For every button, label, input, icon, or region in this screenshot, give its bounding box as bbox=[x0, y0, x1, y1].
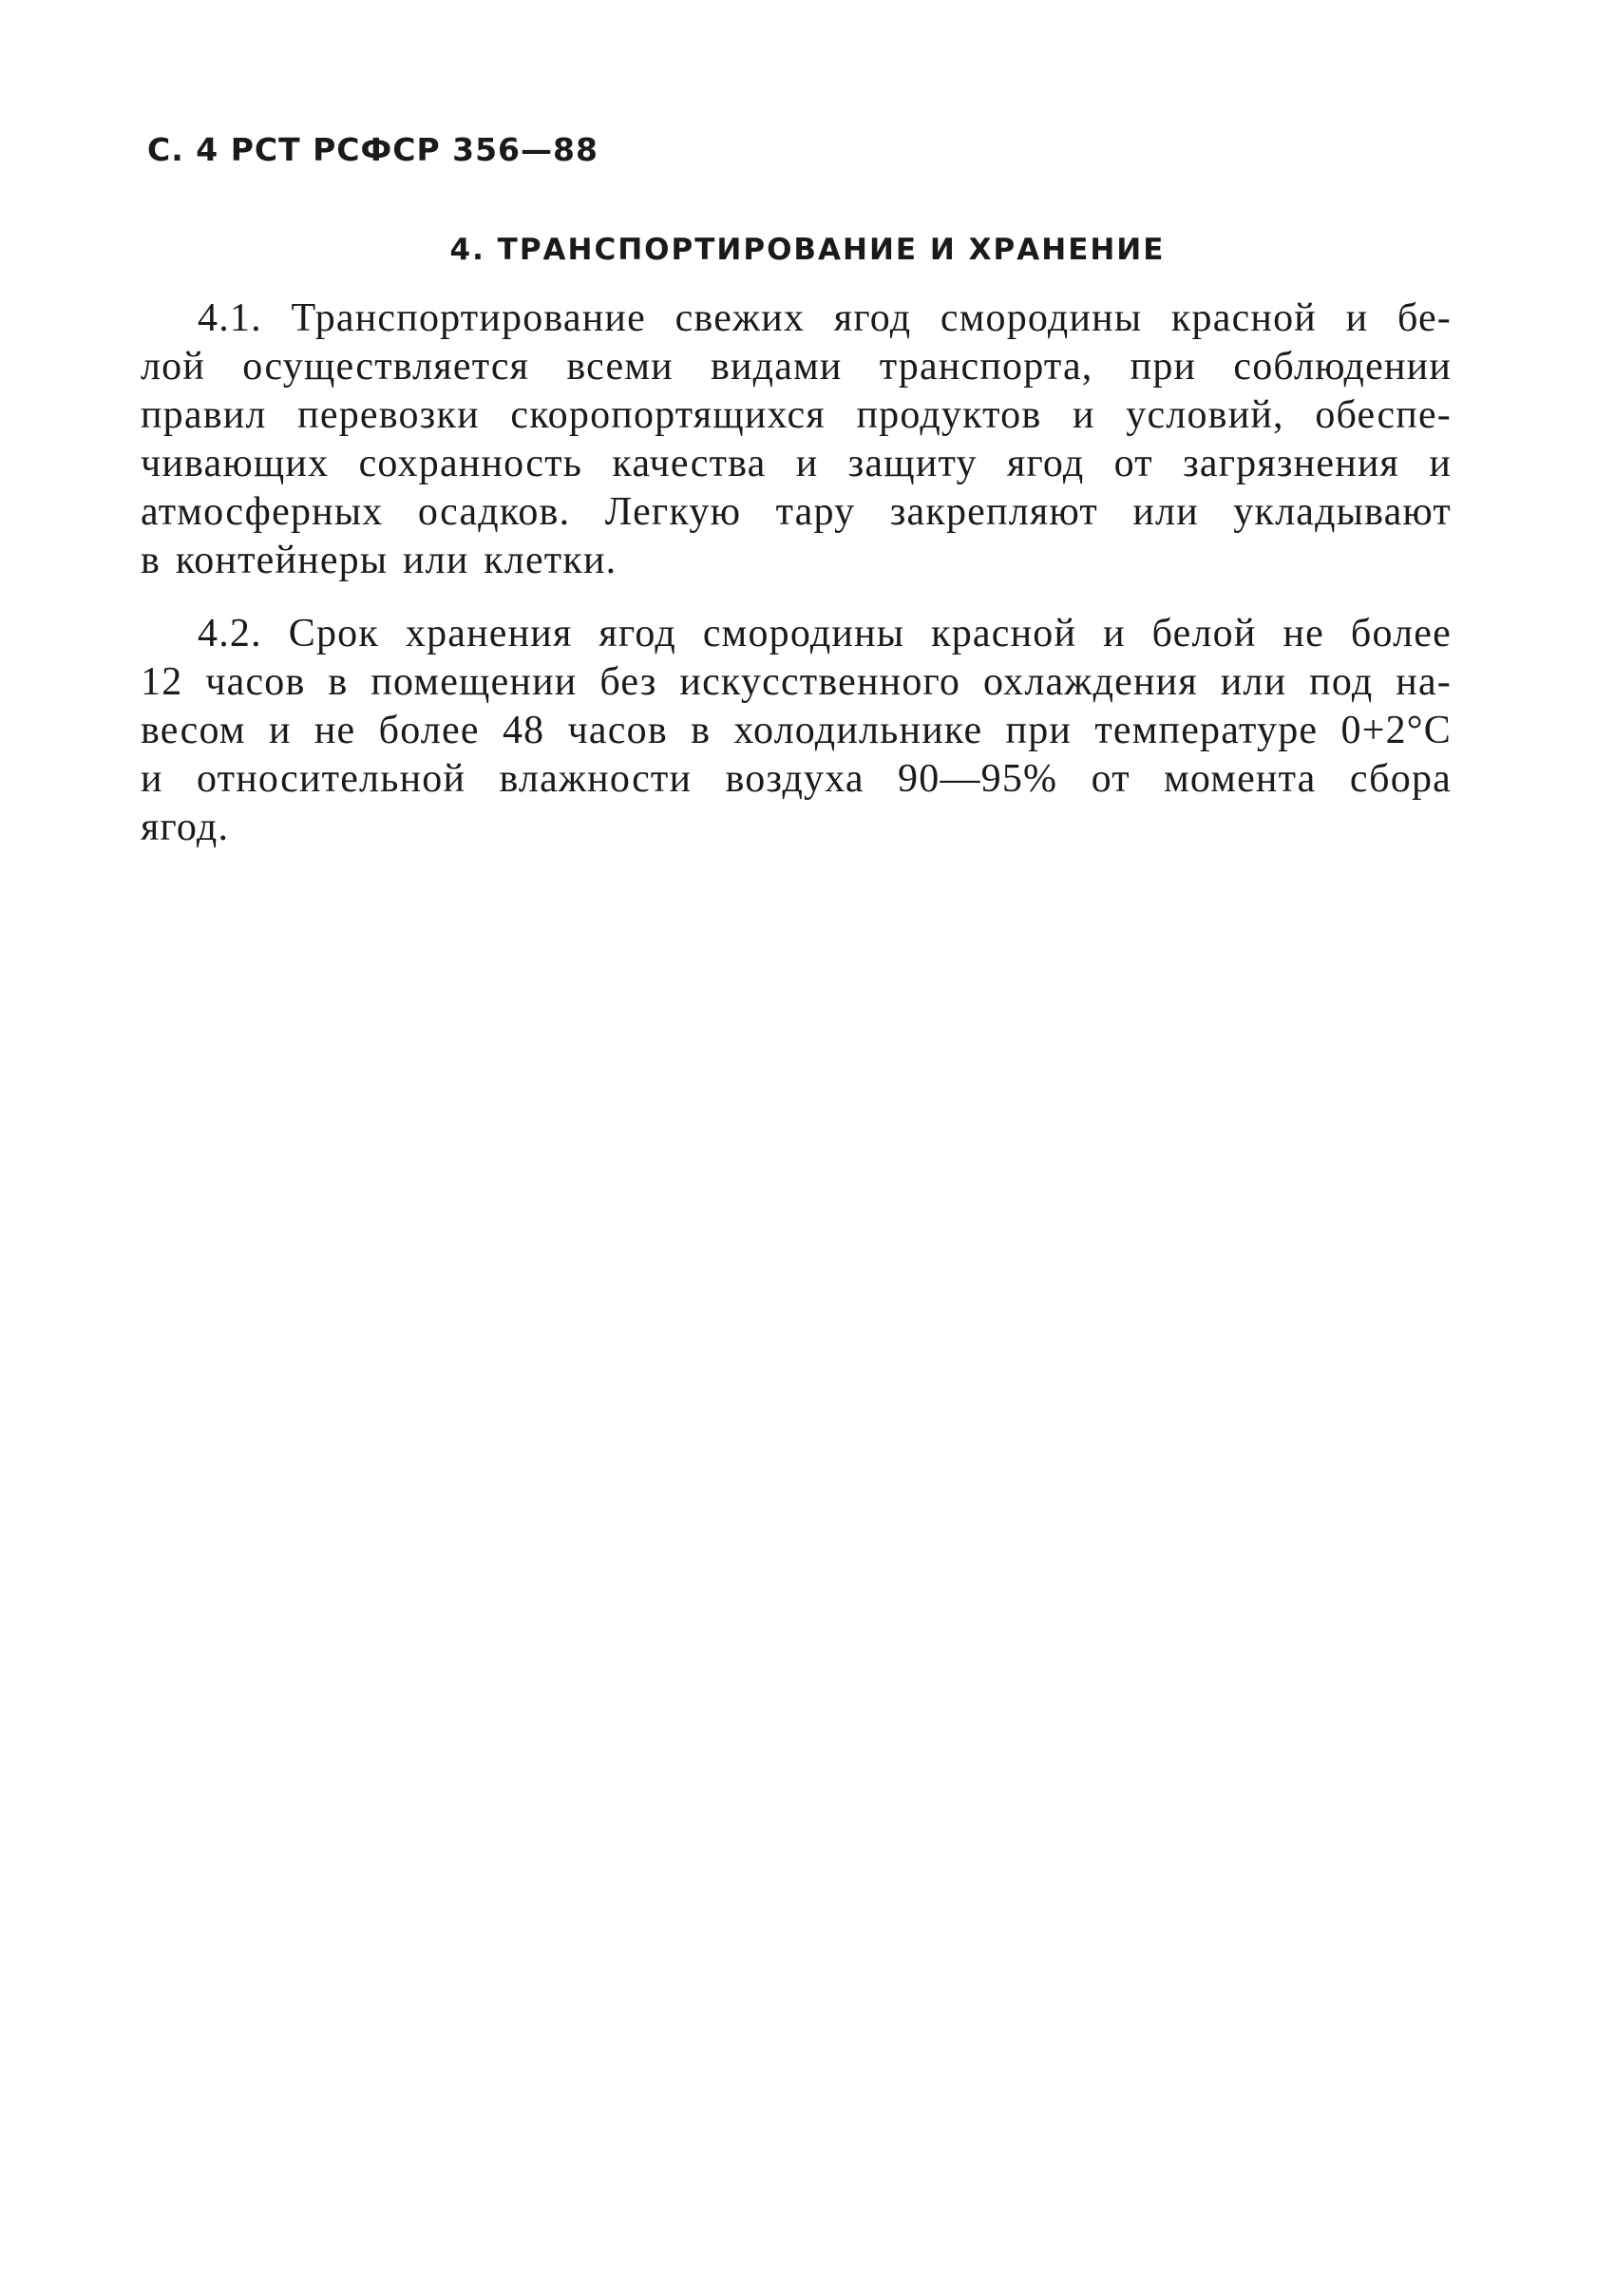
paragraph-line: и относительной влажности воздуха 90—95% от момента сбора bbox=[141, 757, 1452, 801]
paragraph-line: 4.1. Транспортирование свежих ягод смородины красной и бе- bbox=[198, 296, 1452, 340]
section-title: 4. ТРАНСПОРТИРОВАНИЕ И ХРАНЕНИЕ bbox=[449, 233, 1166, 267]
paragraph-line: 12 часов в помещении без искусственного охлаждения или под на- bbox=[141, 660, 1452, 704]
paragraph-line: ягод. bbox=[141, 806, 230, 849]
paragraph-line: в контейнеры или клетки. bbox=[141, 539, 618, 582]
paragraph-line: атмосферных осадков. Легкую тару закрепляют или укладывают bbox=[141, 490, 1452, 534]
paragraph-line: весом и не более 48 часов в холодильнике при температуре 0+2°С bbox=[141, 709, 1452, 752]
paragraph-line: правил перевозки скоропортящихся продуктов и условий, обеспе- bbox=[141, 393, 1452, 437]
paragraph-4-2 bbox=[141, 610, 1452, 852]
paragraph-line: чивающих сохранность качества и защиту ягод от загрязнения и bbox=[141, 442, 1452, 485]
paragraph-line: 4.2. Срок хранения ягод смородины красной и белой не более bbox=[198, 612, 1452, 655]
paragraph-line: лой осуществляется всеми видами транспорта, при соблюдении bbox=[141, 345, 1452, 389]
paragraph-4-1 bbox=[141, 294, 1452, 585]
running-head: С. 4 РСТ РСФСР 356—88 bbox=[147, 131, 598, 168]
